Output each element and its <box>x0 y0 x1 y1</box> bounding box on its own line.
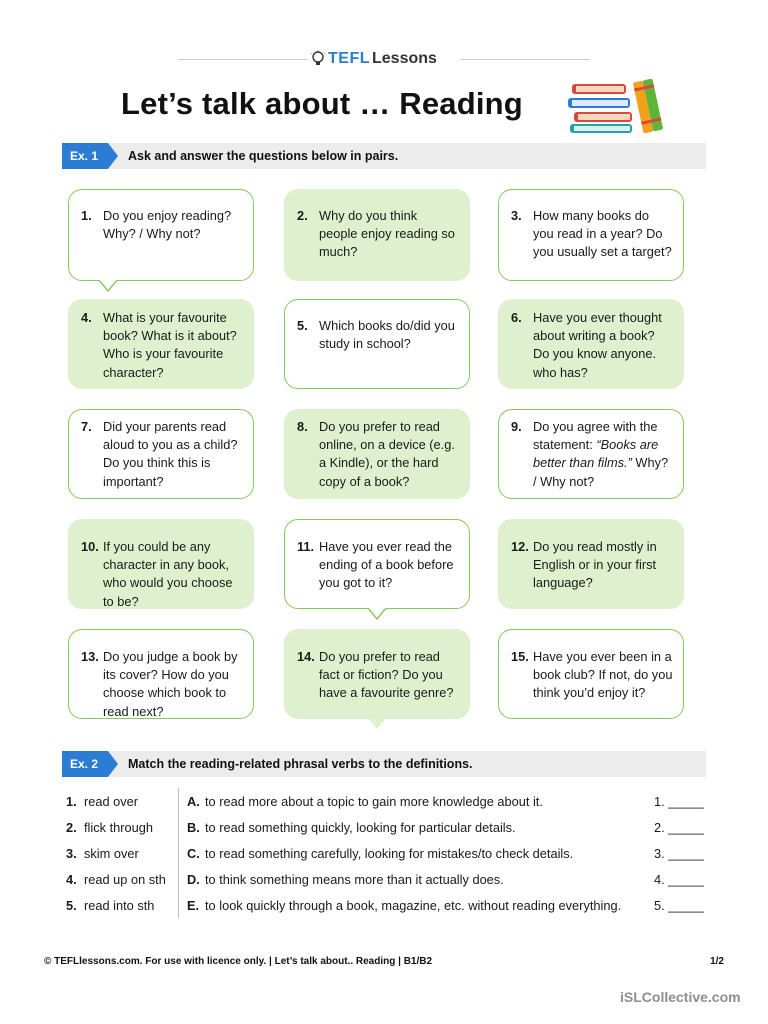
verb-number: 4. <box>66 871 77 887</box>
question-text <box>533 418 673 490</box>
quoted-statement: “Books are better than films.” <box>533 437 659 471</box>
question-number: 2. <box>297 208 308 223</box>
question-text: Have you ever been in a book club? If not, do you think you’d enjoy it? <box>533 649 673 701</box>
question-number: 1. <box>81 208 92 223</box>
question-bubble-7 <box>68 409 254 499</box>
question-text: How many books do you read in a year? Do you usually set a target? <box>533 208 672 260</box>
question-text: Do you read mostly in English or in your first language? <box>533 539 657 591</box>
definition-text: to read something carefully, looking for mistakes/to check details. <box>205 845 574 861</box>
matching-row-2 <box>66 814 706 840</box>
brand-part-lessons: Lessons <box>372 50 437 67</box>
question-number: 10. <box>81 539 99 554</box>
question-number: 8. <box>297 419 308 434</box>
question-text: Do you prefer to read online, on a device (e.g. a Kindle), or the hard copy of a book? <box>319 419 455 489</box>
lightbulb-icon <box>310 50 326 68</box>
question-bubble-10 <box>68 519 254 609</box>
question-text-part: Why? / Why not? <box>533 455 669 489</box>
matching-row-1 <box>66 788 706 814</box>
page-title: Let’s talk about … Reading <box>121 86 523 121</box>
verb-number: 3. <box>66 845 77 861</box>
watermark: iSLCollective.com <box>620 989 741 1005</box>
phrasal-verb: flick through <box>84 819 153 835</box>
ex1-tag: Ex. 1 <box>62 143 108 169</box>
page-footer <box>44 956 724 967</box>
question-text: Do you prefer to read fact or fiction? Do you have a favourite genre? <box>319 649 454 701</box>
question-bubble-6 <box>498 299 684 389</box>
column-divider <box>178 892 179 918</box>
definition-letter: A. <box>187 793 200 809</box>
question-text: Have you ever read the ending of a book before you got to it? <box>319 539 454 591</box>
question-number: 7. <box>81 419 92 434</box>
question-text: Do you enjoy reading? Why? / Why not? <box>103 208 232 242</box>
answer-blank[interactable]: 4. _____ <box>654 871 704 887</box>
brand-logo <box>310 48 460 70</box>
question-text: Why do you think people enjoy reading so much? <box>319 208 455 260</box>
question-text: If you could be any character in any book, who would you choose to be? <box>103 539 233 609</box>
question-bubble-11 <box>284 519 470 609</box>
phrasal-verb: read up on sth <box>84 871 166 887</box>
verb-number: 5. <box>66 897 77 913</box>
question-bubble-4 <box>68 299 254 389</box>
phrasal-verb: read into sth <box>84 897 155 913</box>
speech-tail <box>99 280 117 292</box>
question-number: 4. <box>81 310 92 325</box>
question-number: 6. <box>511 310 522 325</box>
column-divider <box>178 866 179 892</box>
question-bubble-15 <box>498 629 684 719</box>
speech-tail <box>368 718 386 730</box>
column-divider <box>178 840 179 866</box>
question-number: 15. <box>511 649 529 664</box>
answer-blank[interactable]: 5. _____ <box>654 897 704 913</box>
question-text: Do you judge a book by its cover? How do you choose which book to read next? <box>103 649 238 719</box>
question-text: Which books do/did you study in school? <box>319 318 455 352</box>
question-number: 3. <box>511 208 522 223</box>
definition-letter: D. <box>187 871 200 887</box>
verb-number: 2. <box>66 819 77 835</box>
ex1-instruction: Ask and answer the questions below in pairs. <box>128 149 399 163</box>
divider <box>460 59 590 60</box>
question-text: Have you ever thought about writing a book? Do you know anyone. who has? <box>533 310 662 380</box>
question-bubble-12 <box>498 519 684 609</box>
definition-text: to read something quickly, looking for particular details. <box>205 819 516 835</box>
question-bubble-2 <box>284 189 470 281</box>
speech-tail <box>368 608 386 620</box>
definition-letter: C. <box>187 845 200 861</box>
phrasal-verb: skim over <box>84 845 139 861</box>
definition-letter: E. <box>187 897 200 913</box>
definition-text: to read more about a topic to gain more knowledge about it. <box>205 793 543 809</box>
brand-part-tefl: TEFL <box>328 50 370 67</box>
ex1-header <box>62 143 706 169</box>
column-divider <box>178 814 179 840</box>
phrasal-verb: read over <box>84 793 139 809</box>
question-bubble-13 <box>68 629 254 719</box>
copyright-text: © TEFLlessons.com. For use with licence only. | Let’s talk about.. Reading | B1/B2 <box>44 956 433 967</box>
question-number: 11. <box>297 539 315 554</box>
question-bubble-9 <box>498 409 684 499</box>
answer-blank[interactable]: 3. _____ <box>654 845 704 861</box>
divider <box>178 59 308 60</box>
question-number: 13. <box>81 649 99 664</box>
answer-blank[interactable]: 2. _____ <box>654 819 704 835</box>
column-divider <box>178 788 179 814</box>
definition-text: to look quickly through a book, magazine, etc. without reading everything. <box>205 897 622 913</box>
matching-row-3 <box>66 840 706 866</box>
books-illustration <box>568 76 664 134</box>
question-bubble-8 <box>284 409 470 499</box>
question-bubble-5 <box>284 299 470 389</box>
ex2-tag: Ex. 2 <box>62 751 108 777</box>
question-bubble-14 <box>284 629 470 719</box>
definition-text: to think something means more than it actually does. <box>205 871 504 887</box>
question-number: 14. <box>297 649 315 664</box>
ex2-header <box>62 751 706 777</box>
question-text: Did your parents read aloud to you as a child? Do you think this is important? <box>103 419 238 489</box>
question-bubble-1 <box>68 189 254 281</box>
question-number: 9. <box>511 419 522 434</box>
page-number: 1/2 <box>710 956 724 967</box>
ex2-instruction: Match the reading-related phrasal verbs to the definitions. <box>128 757 473 771</box>
brand-header <box>178 48 590 70</box>
matching-row-4 <box>66 866 706 892</box>
verb-number: 1. <box>66 793 77 809</box>
answer-blank[interactable]: 1. _____ <box>654 793 704 809</box>
question-text: What is your favourite book? What is it about? Who is your favourite character? <box>103 310 237 380</box>
question-bubble-3 <box>498 189 684 281</box>
definition-letter: B. <box>187 819 200 835</box>
matching-row-5 <box>66 892 706 918</box>
question-number: 5. <box>297 318 308 333</box>
question-text-part: Do you agree with the statement: <box>533 419 658 453</box>
question-number: 12. <box>511 539 529 554</box>
